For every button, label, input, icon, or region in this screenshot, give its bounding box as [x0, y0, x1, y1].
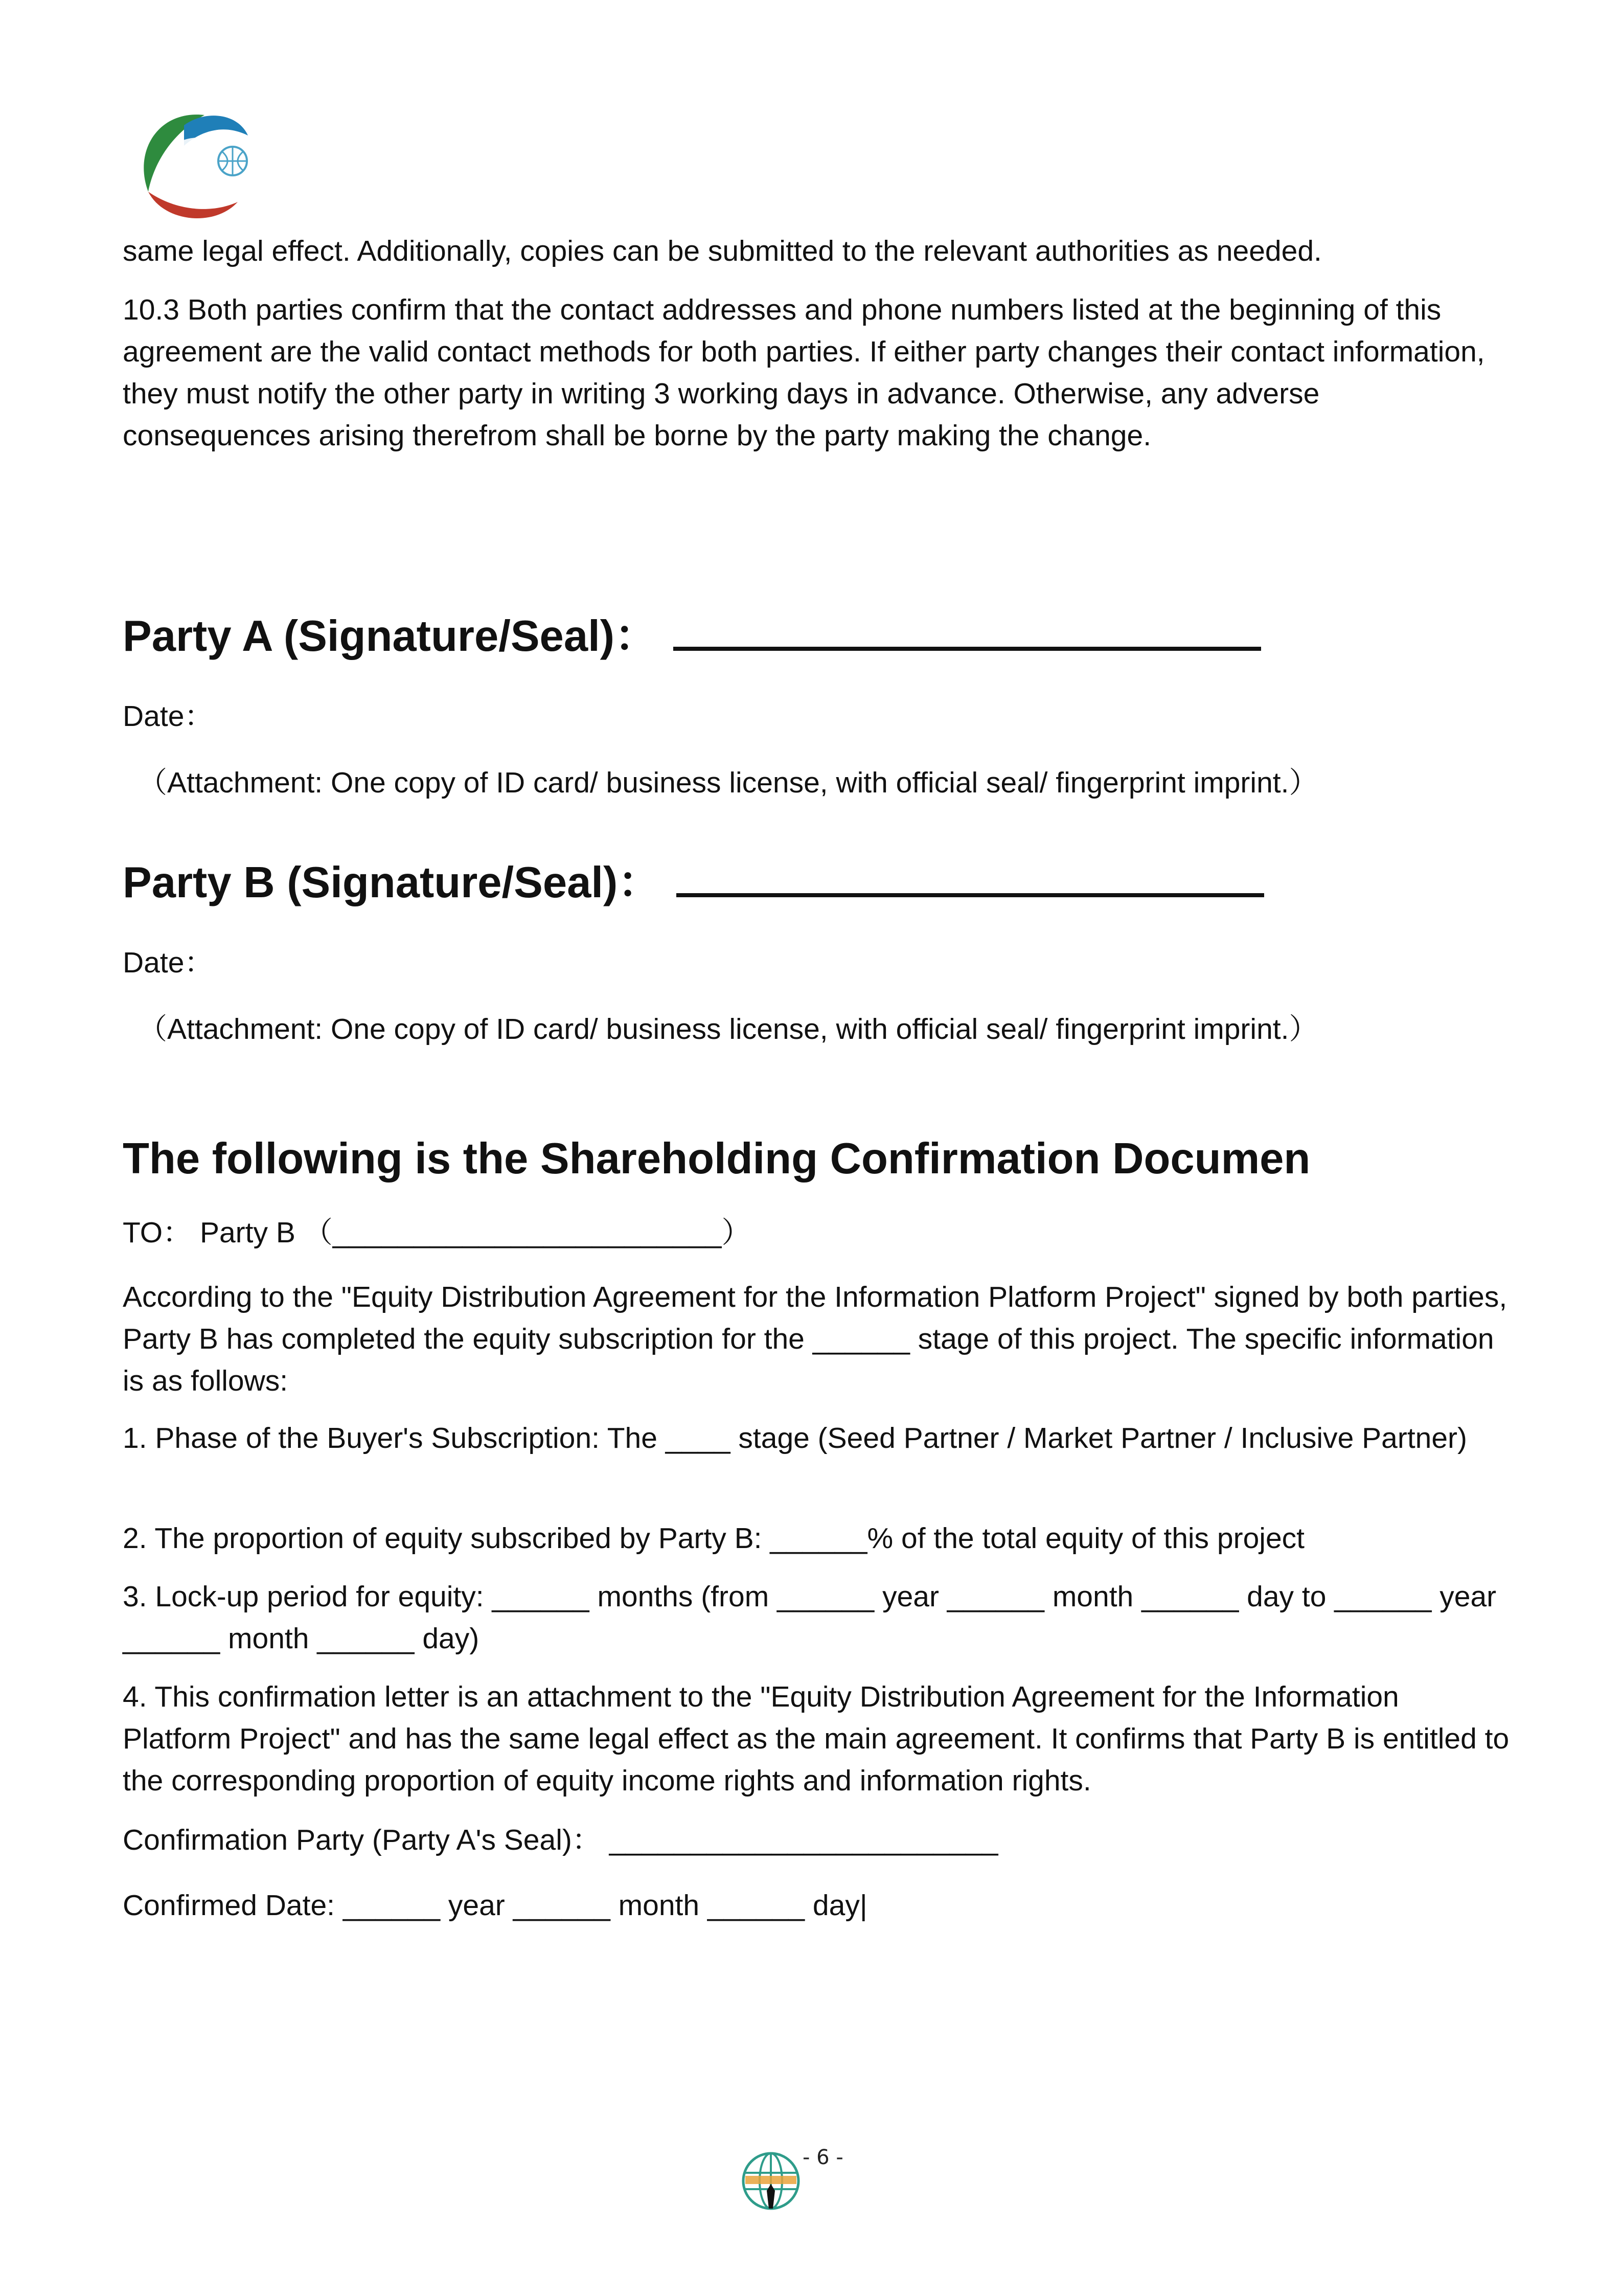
confirmation-item-3: 3. Lock-up period for equity: ______ months (from ______ year ______ month ______ day to ______ year ______ month ______ day) — [123, 1580, 1497, 1655]
party-b-date-label: Date： — [123, 946, 214, 979]
party-a-signature-heading — [123, 611, 1554, 662]
confirmation-item-4: 4. This confirmation letter is an attachment to the "Equity Distribution Agreement for the Information Platform Project" and has the same legal effect as the main agreement. It confirms that Party B is entitled to the corresponding proportion of equity income rights and information rights. — [123, 1680, 1510, 1797]
party-a-attachment-note: （Attachment: One copy of ID card/ business license, with official seal/ fingerprint imprint.） — [138, 766, 1318, 799]
party-a-signature-line — [673, 611, 1261, 651]
to-line: TO： Party B （________________________） — [123, 1216, 751, 1249]
paragraph-continuation: same legal effect. Additionally, copies can be submitted to the relevant authorities as needed. — [123, 235, 1322, 267]
confirmation-heading: The following is the Shareholding Confirmation Documen — [123, 1134, 1311, 1183]
paragraph-10-3: 10.3 Both parties confirm that the contact addresses and phone numbers listed at the beginning of this agreement are the valid contact methods for both parties. If either party changes their contact information, they must notify the other party in writing 3 working days in advance. Otherwise, any adverse consequences arising therefrom shall be borne by the party making the change. — [123, 293, 1485, 452]
party-b-heading-text: Party B (Signature/Seal)： — [123, 858, 661, 907]
confirmation-item-2: 2. The proportion of equity subscribed by Party B: ______% of the total equity of this project — [123, 1522, 1305, 1555]
confirmed-date-line: Confirmed Date: ______ year ______ month ______ day| — [123, 1889, 867, 1922]
confirmation-party-line: Confirmation Party (Party A's Seal)： ________________________ — [123, 1824, 998, 1856]
circular-swirl-logo-icon — [128, 105, 256, 230]
party-b-attachment-note: （Attachment: One copy of ID card/ business license, with official seal/ fingerprint imprint.） — [138, 1013, 1318, 1045]
confirmation-intro: According to the "Equity Distribution Agreement for the Information Platform Project" signed by both parties, Party B has completed the equity subscription for the ______ stage of this project. The specific information is as follows: — [123, 1281, 1507, 1397]
party-b-signature-heading — [123, 857, 1554, 908]
party-a-date-label: Date： — [123, 700, 214, 733]
confirmation-item-1: 1. Phase of the Buyer's Subscription: The ____ stage (Seed Partner / Market Partner / Inclusive Partner) — [123, 1422, 1468, 1454]
page-number: - 6 - — [803, 2146, 843, 2169]
party-b-signature-line — [676, 857, 1264, 897]
party-a-heading-text: Party A (Signature/Seal)： — [123, 612, 658, 661]
